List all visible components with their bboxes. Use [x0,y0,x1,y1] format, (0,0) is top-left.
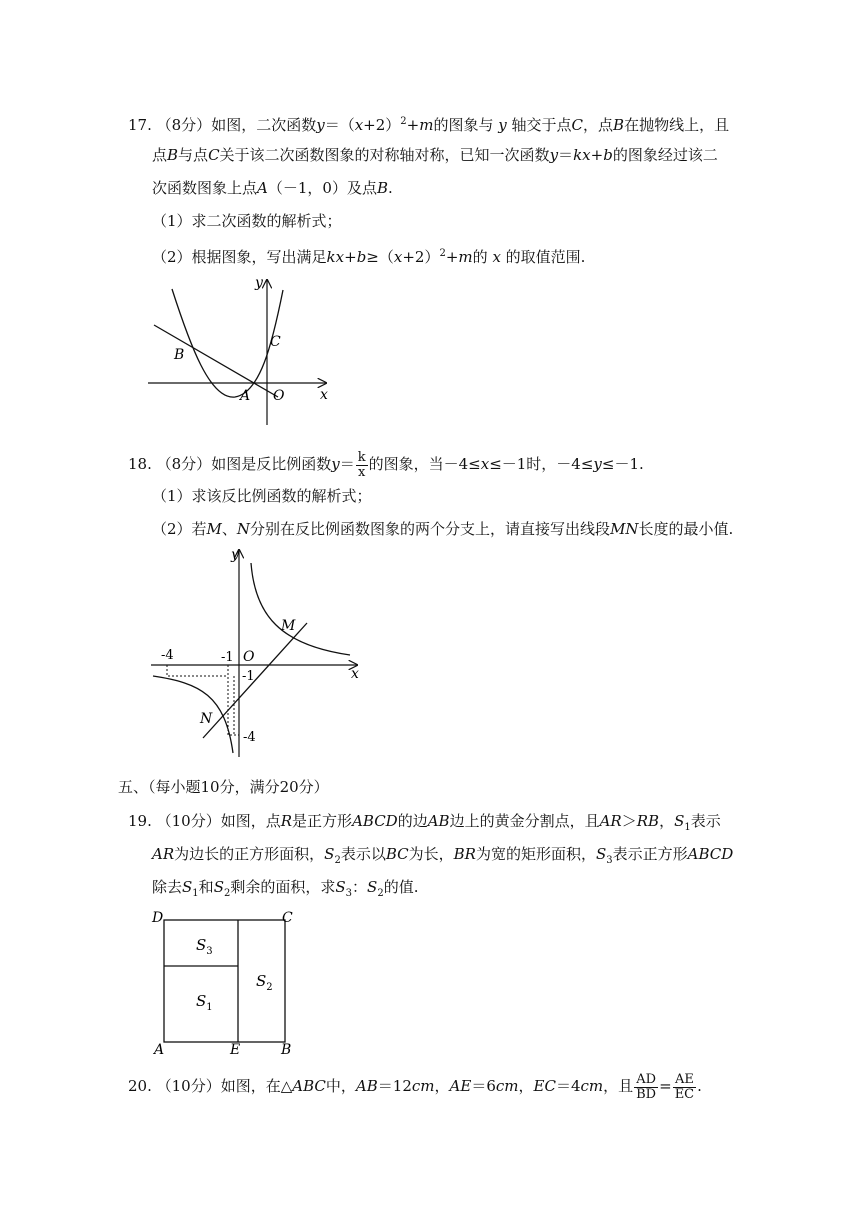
q20-score: （10分） [156,1077,221,1095]
label-A: A [240,388,251,404]
q18-graph [145,545,370,760]
tick-neg1-y: -1 [242,669,255,684]
label-C: C [282,910,293,926]
q19-line1: 19. （10分）如图，点R是正方形ABCD的边AB边上的黄金分割点，且AR＞RB，$S_1$表示 [128,812,721,833]
label-S2: $S_2$ [256,972,273,993]
q17-line3: 次函数图象上点A（－1，0）及点B. [152,179,393,197]
tick-neg4-y: -4 [243,730,256,745]
q20-line1: 20. （10分）如图，在△ABC中，AB＝12cm，AE＝6cm，EC＝4cm，且 $\frac{AD}{BD}$ = $\frac{AE}{EC}$ . [128,1071,702,1102]
label-y: y [255,275,263,291]
label-M: M [281,618,296,634]
line-MN [203,623,307,738]
label-E: E [230,1042,241,1058]
label-N: N [200,711,213,727]
label-S1: $S_1$ [196,992,213,1013]
label-A: A [154,1042,165,1058]
q17-sub1: （1）求二次函数的解析式； [152,212,342,230]
q18-number: 18. [128,455,152,473]
q18-sub1: （1）求该反比例函数的解析式； [152,487,372,505]
label-O: O [273,388,285,404]
q20-number: 20. [128,1077,152,1095]
q17-line1: 17. （8分）如图，二次函数$y=(x+2)^2+m$的图象与 y 轴交于点C，点B在抛物线上，且 [128,116,730,134]
section-5-title: 五、（每小题10分，满分20分） [118,778,329,796]
q19-score: （10分） [156,812,221,830]
q17-number: 17. [128,116,152,134]
q19-line3: 除去$S_1$和$S_2$剩余的面积，求$S_3$：$S_2$的值. [152,878,419,899]
q18-sub2: （2）若M、N分别在反比例函数图象的两个分支上，请直接写出线段MN长度的最小值. [152,520,734,538]
q20-fraction-AD-BD: $\frac{AD}{BD}$ [636,1071,657,1102]
tick-neg4-x: -4 [161,648,174,663]
square-ABCD [164,920,285,1042]
label-x: x [351,666,359,682]
q19-figure [148,906,308,1056]
label-D: D [152,910,164,926]
hyperbola-branch-2 [153,676,233,753]
q17-score: （8分） [156,116,212,134]
linear-function-line [154,325,278,397]
q18-line1: 18. （8分）如图是反比例函数y＝ $\frac{k}{x}$ 的图象，当－4≤x≤－1时，－4≤y≤－1. [128,449,644,480]
parabola [172,289,283,397]
q17-sub2: （2）根据图象，写出满足$kx+b\ge(x+2)^2+m$的 x 的取值范围. [152,248,586,266]
label-O: O [243,649,255,665]
label-B: B [281,1042,292,1058]
label-x: x [320,387,328,403]
q20-fraction-AE-EC: $\frac{AE}{EC}$ [674,1071,695,1102]
label-B: B [174,347,185,363]
label-y: y [231,547,239,563]
q17-graph [140,275,340,425]
q18-fraction: $\frac{k}{x}$ [357,449,366,480]
label-S3: $S_3$ [196,936,213,957]
tick-neg1-x: -1 [221,650,234,665]
q19-number: 19. [128,812,152,830]
q17-line2: 点B与点C关于该二次函数图象的对称轴对称，已知一次函数y＝kx+b的图象经过该二 [152,146,718,164]
label-C: C [270,334,281,350]
q18-score: （8分） [156,455,212,473]
hyperbola-branch-1 [251,563,350,655]
q19-line2: AR为边长的正方形面积，$S_2$表示以BC为长，BR为宽的矩形面积，$S_3$表示正方形ABCD [152,845,734,866]
